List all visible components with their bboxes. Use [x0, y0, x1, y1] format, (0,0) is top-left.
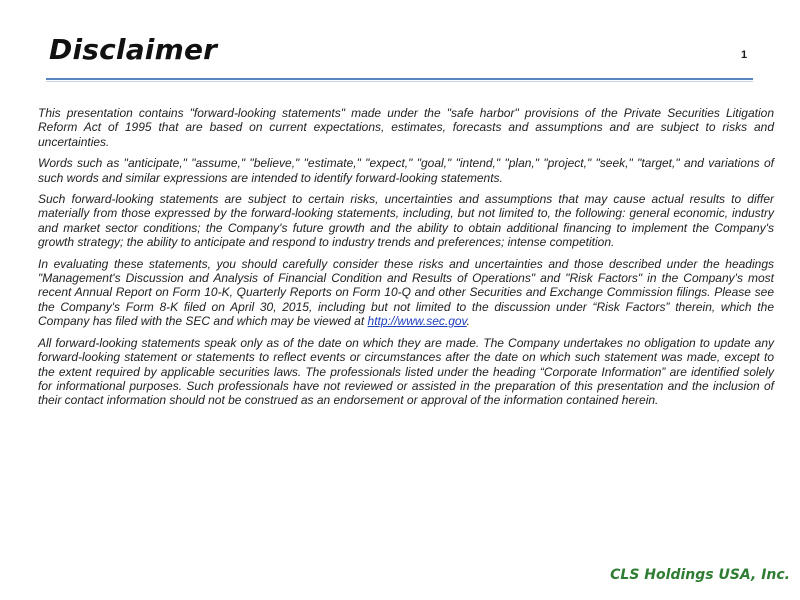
- paragraph-forward-looking: This presentation contains "forward-looking statements" made under the "safe harbor" provisions of the Private Securities Litigation Reform Act of 1995 that are based on current expectations, estimates, forecasts and assumptions and are subject to risks and uncertainties.: [38, 106, 774, 149]
- company-brand: CLS Holdings USA, Inc.: [610, 567, 790, 583]
- page-title: Disclaimer: [49, 33, 218, 66]
- evaluating-text-end: .: [466, 314, 471, 329]
- paragraph-risks: Such forward-looking statements are subject to certain risks, uncertainties and assumptions that may cause actual results to differ materially from those expressed by the forward-looking statements, including, but not limited to, the following: general economic, industry and market sector conditions; the Company's future growth and the ability to obtain additional financing to implement the Company's growth strategy; the ability to anticipate and respond to industry trends and preferences; intense competition.: [38, 192, 774, 250]
- title-underline: [46, 78, 753, 80]
- title-underline-shadow: [46, 81, 753, 82]
- sec-link[interactable]: http://www.sec.gov: [367, 314, 467, 329]
- paragraph-words: Words such as "anticipate," "assume," "believe," "estimate," "expect," "goal," "intend," "plan," "project," "seek," "target," and variations of such words and similar expressions are intended to identify forward-looking statements.: [38, 156, 774, 185]
- evaluating-text: In evaluating these statements, you should carefully consider these risks and uncertainties and those described under the headings "Management's Discussion and Analysis of Financial Condition and Results of Operations" and "Risk Factors" in the Company's most recent Annual Report on Form 10-K, Quarterly Reports on Form 10-Q and other Securities and Exchange Commission filings. Please see the Company's Form 8-K filed on April 30, 2015, including but not limited to the discussion under “Risk Factors” therein, which the Company has filed with the SEC and which may be viewed at: [38, 256, 774, 329]
- paragraph-obligation: All forward-looking statements speak only as of the date on which they are made. The Company undertakes no obligation to update any forward-looking statement or statements to reflect events or circumstances after the date on which such statement was made, except to the extent required by applicable securities laws. The professionals listed under the heading “Corporate Information” are identified solely for informational purposes. Such professionals have not reviewed or assisted in the preparation of this presentation and the inclusion of their contact information should not be construed as an endorsement or approval of the information contained herein.: [38, 335, 774, 408]
- disclaimer-body: [38, 106, 774, 415]
- paragraph-evaluating: [38, 257, 774, 329]
- page-number: 1: [741, 49, 748, 61]
